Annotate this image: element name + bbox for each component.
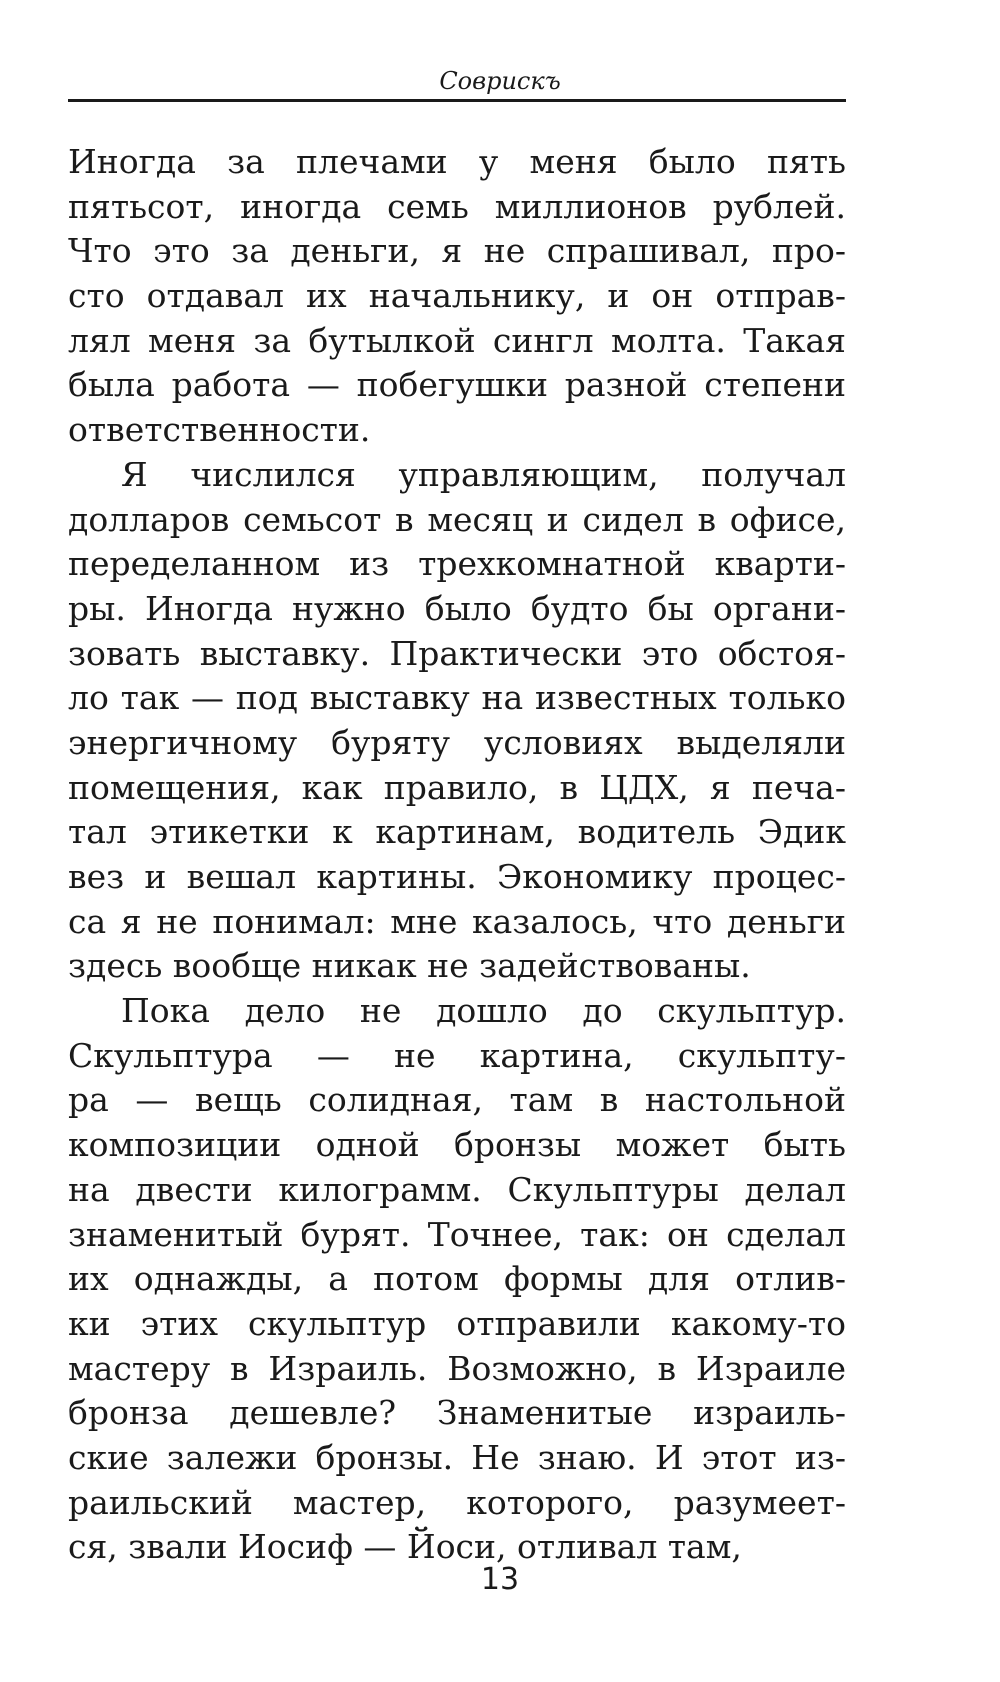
text-line: Что это за деньги, я не спрашивал, про- [68,231,846,271]
text-line: помещения, как правило, в ЦДХ, я печа- [68,767,846,807]
text-line: была работа — побегушки разной степени [68,365,846,405]
text-line: на двести килограмм. Скульптуры делал [68,1169,846,1209]
text-line: Пока дело не дошло до скульптур. [121,991,846,1031]
text-line: Иногда за плечами у меня было пять [68,142,846,181]
text-line: композиции одной бронзы может быть [68,1125,846,1165]
text-line: здесь вообще никак не задействованы. [68,946,751,986]
text-line: ответственности. [68,410,371,450]
text-line: сто отдавал их начальнику, и он отправ- [68,276,846,316]
text-line: ся, звали Иосиф — Йоси, отливал там, [68,1527,742,1567]
text-line: долларов семьсот в месяц и сидел в офисе, [68,499,846,539]
text-line: Я числился управляющим, получал [121,454,846,494]
page-number: 13 [480,1562,520,1597]
header-rule [68,99,846,102]
text-line: знаменитый бурят. Точнее, так: он сделал [68,1214,846,1254]
text-line: зовать выставку. Практически это обстоя- [68,633,846,673]
paragraph [68,140,846,453]
text-line: их однажды, а потом формы для отлив- [68,1259,846,1299]
paragraph [68,453,846,989]
text-line: переделанном из трехкомнатной кварти- [68,544,846,584]
text-line: са я не понимал: мне казалось, что деньги [68,901,846,941]
paragraph [68,989,846,1570]
text-line: ры. Иногда нужно было будто бы органи- [68,588,846,628]
text-line: Скульптура — не картина, скульпту- [68,1035,846,1075]
text-line: мастеру в Израиль. Возможно, в Израиле [68,1348,846,1388]
text-line: ра — вещь солидная, там в настольной [68,1080,846,1120]
text-line: энергичному буряту условиях выделяли [68,722,846,762]
body-text [68,140,846,1570]
text-line: бронза дешевле? Знаменитые израиль- [68,1393,846,1433]
text-line: пятьсот, иногда семь миллионов рублей. [68,186,846,226]
running-head: Соврискъ [439,67,561,95]
text-line: лял меня за бутылкой сингл молта. Такая [68,320,846,360]
text-line: тал этикетки к картинам, водитель Эдик [68,812,846,852]
text-line: ки этих скульптур отправили какому-то [68,1303,846,1343]
text-line: ло так — под выставку на известных только [68,678,846,718]
text-line: раильский мастер, которого, разумеет- [68,1482,846,1522]
text-line: вез и вешал картины. Экономику процес- [68,857,846,896]
text-line: ские залежи бронзы. Не знаю. И этот из- [68,1437,846,1477]
